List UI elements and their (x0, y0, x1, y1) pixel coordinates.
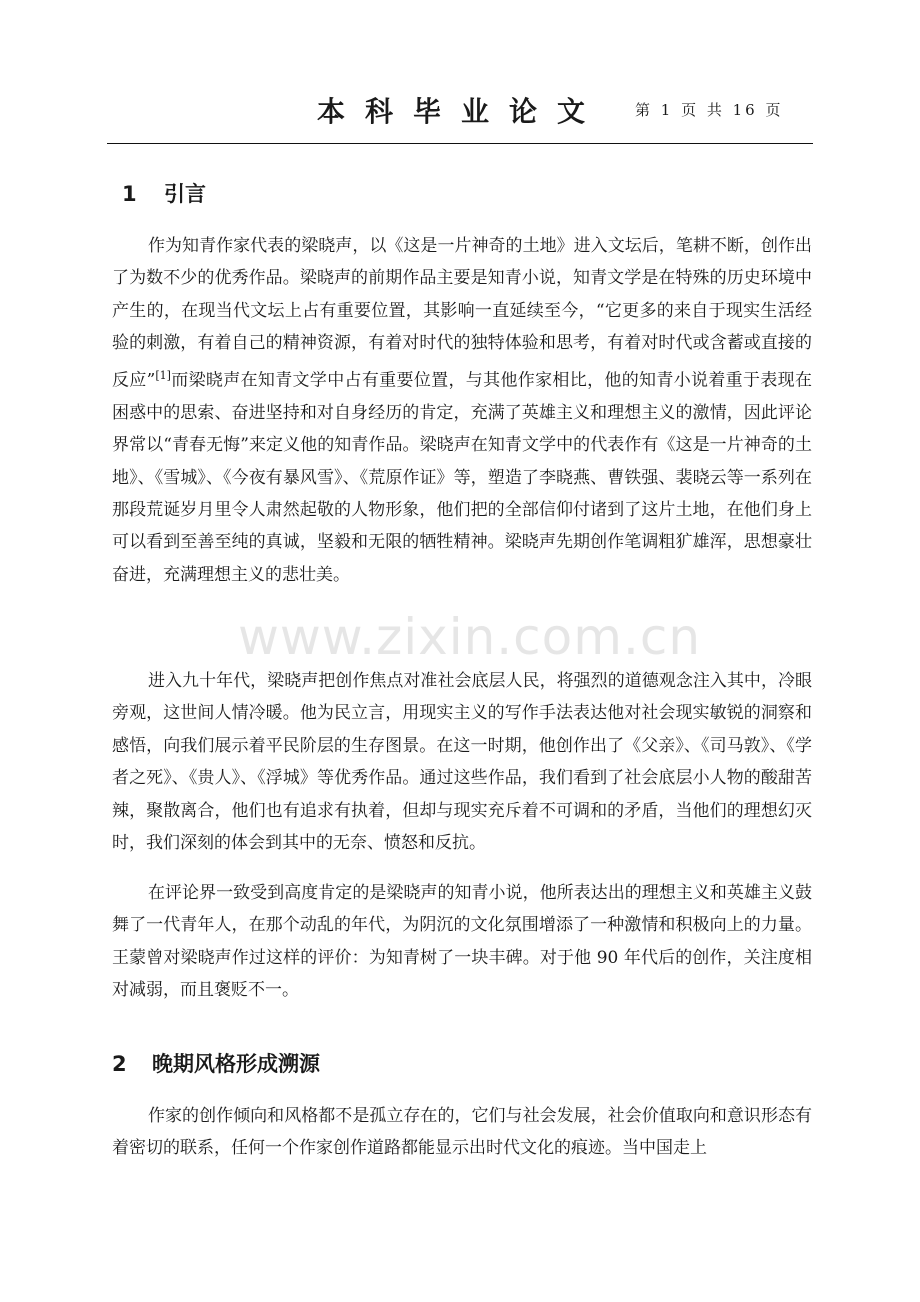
paragraph: 作家的创作倾向和风格都不是孤立存在的，它们与社会发展，社会价值取向和意识形态有着密切的联系，任何一个作家创作道路都能显示出时代文化的痕迹。当中国走上 (112, 1106, 812, 1159)
paragraph (112, 230, 812, 591)
section-number: 1 (122, 182, 137, 206)
page-number: 第 1 页 共 16 页 (635, 101, 784, 119)
section-heading-1 (112, 178, 206, 208)
paragraph-text: 而梁晓声在知青文学中占有重要位置，与其他作家相比，他的知青小说着重于表现在困惑中的思索、奋进坚持和对自身经历的肯定，充满了英雄主义和理想主义的激情，因此评论界常以“青春无悔”来定义他的知青作品。梁晓声在知青文学中的代表作有《这是一片神奇的土地》、《雪城》、《今夜有暴风雪》、《荒原作证》等，塑造了李晓燕、曹铁强、裴晓云等一系列在那段荒诞岁月里令人肃然起敬的人物形象，他们把的全部信仰付诸到了这片土地，在他们身上可以看到至善至纯的真诚，坚毅和无限的牺牲精神。梁晓声先期创作笔调粗犷雄浑，思想豪壮奋进，充满理想主义的悲壮美。 (112, 370, 812, 585)
paragraph: 进入九十年代，梁晓声把创作焦点对准社会底层人民，将强烈的道德观念注入其中，冷眼旁观，这世间人情冷暖。他为民立言，用现实主义的写作手法表达他对社会现实敏锐的洞察和感悟，向我们展示着平民阶层的生存图景。在这一时期，他创作出了《父亲》、《司马敦》、《学者之死》、《贵人》、《浮城》等优秀作品。通过这些作品，我们看到了社会底层小人物的酸甜苦辣，聚散离合，他们也有追求有执着，但却与现实充斥着不可调和的矛盾，当他们的理想幻灭时，我们深刻的体会到其中的无奈、愤怒和反抗。 (112, 671, 812, 854)
section-heading-2 (112, 1048, 320, 1078)
citation-marker: [1] (155, 368, 171, 382)
section-title: 引言 (164, 182, 206, 206)
paragraph: 在评论界一致受到高度肯定的是梁晓声的知青小说，他所表达出的理想主义和英雄主义鼓舞了一代青年人，在那个动乱的年代，为阴沉的文化氛围增添了一种激情和积极向上的力量。王蒙曾对梁晓声作过这样的评价：为知青树了一块丰碑。对于他 90 年代后的创作，关注度相对减弱，而且褒贬不一。 (112, 883, 812, 1001)
section-number: 2 (112, 1052, 127, 1076)
document-title: 本科毕业论文 (317, 95, 606, 128)
page-header (107, 84, 813, 144)
section-title: 晚期风格形成溯源 (152, 1052, 320, 1076)
paragraph-text: 作为知青作家代表的梁晓声，以《这是一片神奇的土地》进入文坛后，笔耕不断，创作出了为数不少的优秀作品。梁晓声的前期作品主要是知青小说，知青文学是在特殊的历史环境中产生的，在现当代文坛上占有重要位置，其影响一直延续至今，“它更多的来自于现实生活经验的刺激，有着自己的精神资源，有着对时代的独特体验和思考，有着对时代或含蓄或直接的反应” (112, 236, 812, 391)
watermark: www.zixin.com.cn (238, 608, 702, 666)
header-divider (107, 143, 813, 144)
